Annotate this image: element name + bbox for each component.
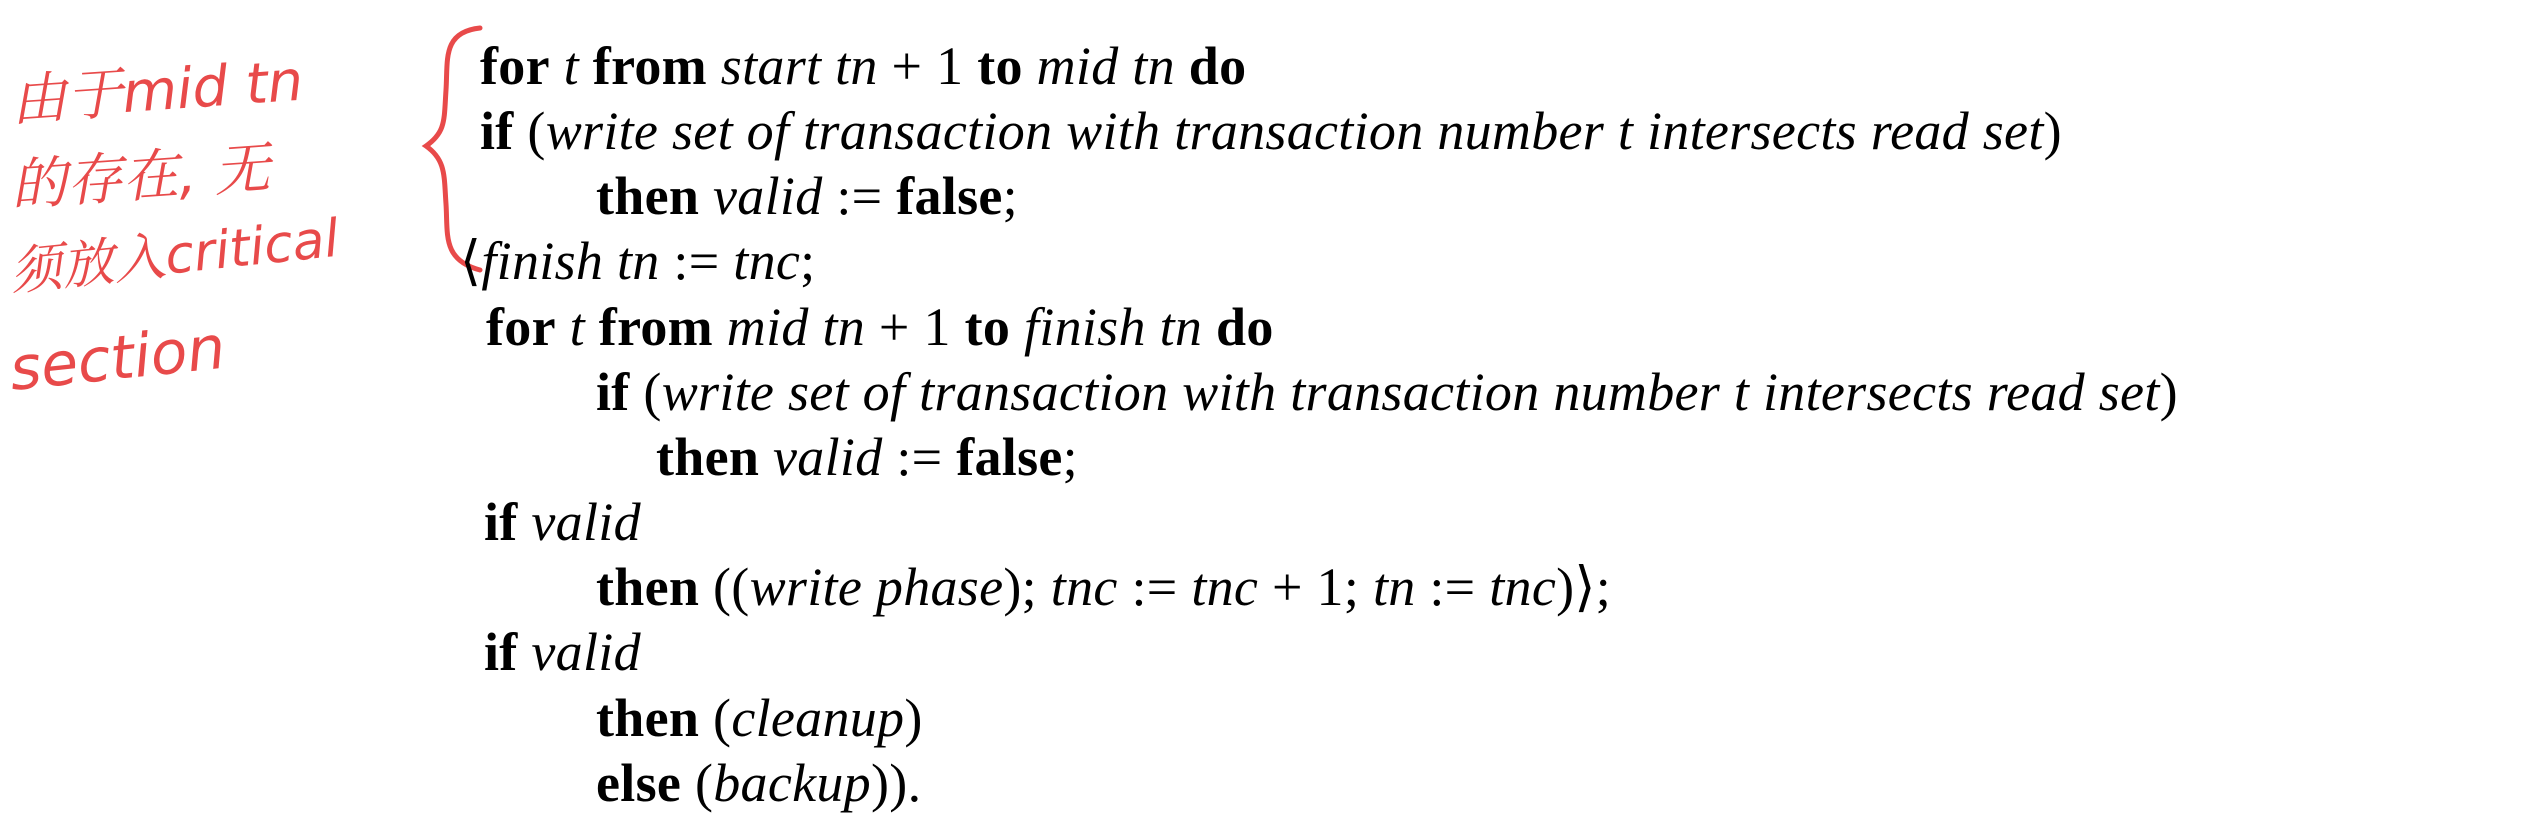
var-tnc: tnc	[1050, 557, 1118, 617]
keyword-from: from	[598, 297, 713, 357]
var-mid-tn: mid tn	[1036, 36, 1175, 96]
paren-close: )	[2043, 101, 2062, 161]
cleanup-text: cleanup	[731, 688, 905, 748]
var-finish-tn: finish tn	[1023, 297, 1203, 357]
code-line-12	[596, 753, 921, 813]
keyword-do: do	[1188, 36, 1247, 96]
keyword-to: to	[964, 297, 1011, 357]
semicolon: ;	[1002, 166, 1018, 226]
backup-text: backup	[713, 753, 871, 813]
var-valid: valid	[713, 166, 823, 226]
keyword-false: false	[896, 166, 1003, 226]
paren-close: )	[2159, 362, 2178, 422]
var-tnc: tnc	[1489, 557, 1557, 617]
keyword-false: false	[956, 427, 1063, 487]
keyword-then: then	[596, 557, 700, 617]
paren-open: ((	[699, 557, 750, 617]
code-line-9	[596, 557, 1611, 617]
paren-close: )	[904, 688, 923, 748]
keyword-do: do	[1216, 297, 1274, 357]
handwritten-annotation	[0, 0, 470, 460]
keyword-then: then	[656, 427, 760, 487]
assign-op: :=	[822, 166, 897, 226]
var-mid-tn: mid tn	[726, 297, 866, 357]
keyword-if: if	[484, 492, 518, 552]
keyword-then: then	[596, 166, 700, 226]
var-t: t	[569, 297, 585, 357]
write-phase-text: write phase	[749, 557, 1004, 617]
angle-bracket-open: ⟨	[460, 231, 482, 291]
paren-open: (	[513, 101, 546, 161]
assign-op: :=	[1415, 557, 1490, 617]
keyword-for: for	[486, 297, 556, 357]
annotation-line-4: section	[6, 312, 229, 405]
semicolon: ;	[1062, 427, 1078, 487]
keyword-for: for	[480, 36, 550, 96]
plus-one: + 1	[877, 36, 978, 96]
code-line-1	[480, 36, 1246, 96]
var-tnc: tnc	[1191, 557, 1259, 617]
paren-open: (	[699, 688, 732, 748]
assign-op: :=	[1117, 557, 1192, 617]
code-line-8	[484, 492, 641, 552]
keyword-if: if	[484, 622, 518, 682]
keyword-else: else	[596, 753, 682, 813]
assign-op: :=	[659, 231, 734, 291]
paren-open: (	[681, 753, 714, 813]
code-line-10	[484, 622, 641, 682]
keyword-from: from	[592, 36, 707, 96]
keyword-if: if	[480, 101, 514, 161]
var-valid: valid	[531, 622, 641, 682]
code-line-11	[596, 688, 923, 748]
separator: );	[1003, 557, 1051, 617]
var-valid: valid	[773, 427, 883, 487]
code-line-3	[596, 166, 1018, 226]
plus-one: + 1;	[1258, 557, 1373, 617]
paren-close: )).	[871, 753, 922, 813]
keyword-then: then	[596, 688, 700, 748]
condition-text: write set of transaction with transaction number t intersects read set	[545, 101, 2044, 161]
keyword-if: if	[596, 362, 630, 422]
var-tnc: tnc	[733, 231, 801, 291]
assign-op: :=	[882, 427, 957, 487]
plus-one: + 1	[865, 297, 965, 357]
var-finish-tn: finish tn	[481, 231, 660, 291]
code-line-4	[460, 231, 815, 291]
code-line-6	[596, 362, 2178, 422]
var-t: t	[563, 36, 579, 96]
keyword-to: to	[977, 36, 1023, 96]
annotation-line-2: 的存在, 无	[8, 136, 272, 219]
code-line-7	[656, 427, 1078, 487]
annotation-line-1: 由于mid tn	[8, 48, 306, 134]
var-tn: tn	[1372, 557, 1416, 617]
semicolon: ;	[800, 231, 816, 291]
annotation-line-3: 须放入critical	[7, 208, 342, 303]
code-line-5	[486, 297, 1274, 357]
code-line-2	[480, 101, 2062, 161]
paren-close: )⟩;	[1556, 557, 1612, 617]
var-start-tn: start tn	[720, 36, 878, 96]
paren-open: (	[629, 362, 662, 422]
condition-text: write set of transaction with transaction number t intersects read set	[661, 362, 2160, 422]
var-valid: valid	[531, 492, 641, 552]
